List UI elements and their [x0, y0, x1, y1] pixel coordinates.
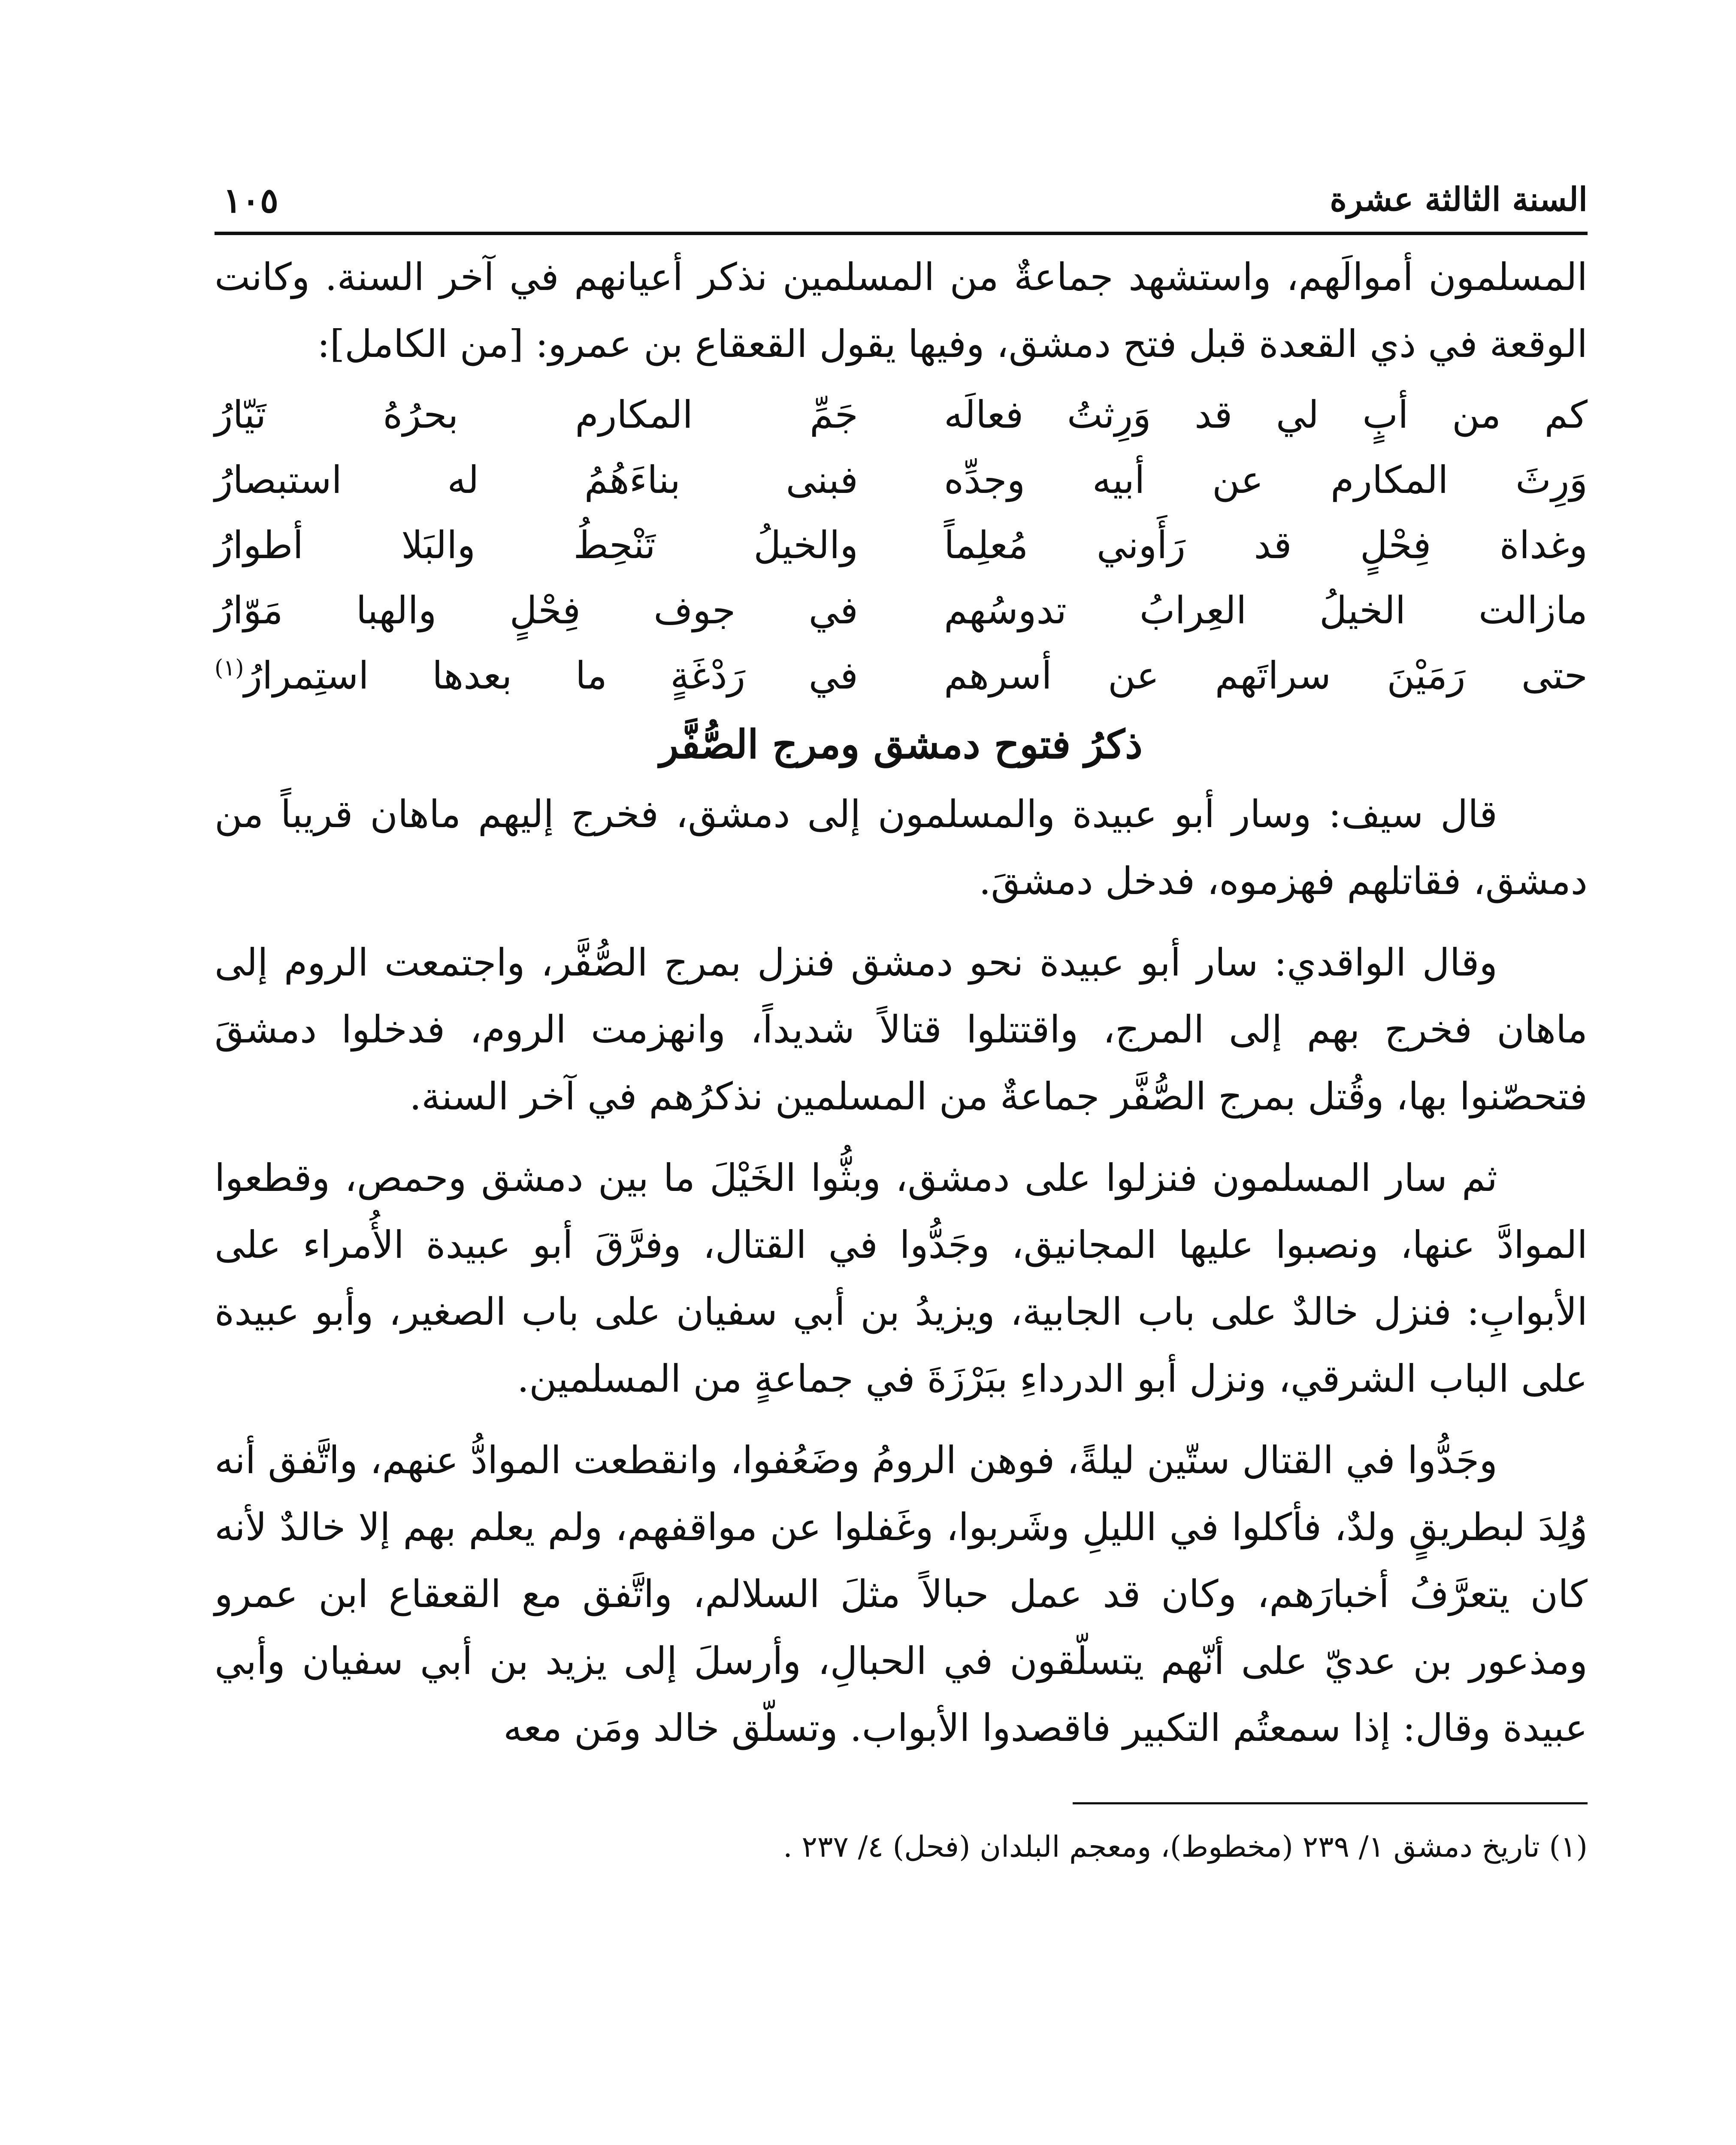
- footnote: (١) تاريخ دمشق ١/ ٢٣٩ (مخطوط)، ومعجم البلدان (فحل) ٤/ ٢٣٧ .: [783, 1830, 1588, 1864]
- poem-first-hemistich: كم من أبٍ لي قد وَرِثتُ فعالَه: [944, 392, 1588, 437]
- poem-first-hemistich: وغداة فِحْلٍ قد رَأَوني مُعلِماً: [944, 523, 1588, 567]
- poem-second-hemistich-text: في رَدْغَةٍ ما بعدها استِمرارُ: [244, 653, 858, 698]
- poem-second-hemistich: جَمِّ المكارم بحرُهُ تَيّارُ: [215, 392, 858, 437]
- paragraph: وجَدُّوا في القتال ستّين ليلةً، فوهن الرومُ وضَعُفوا، وانقطعت الموادُّ عنهم، واتَّفق أنه وُلِدَ لبطريقٍ ولدٌ، فأكلوا في الليلِ وشَربوا، وغَفلوا عن مواقفهم، ولم يعلم بهم إلا خالدٌ لأنه كان يتعرَّفُ أخبارَهم، وكان قد عمل حبالاً مثلَ السلالم، واتَّفق مع القعقاع ابن عمرو ومذعور بن عديّ على أنّهم يتسلّقون في الحبالِ، وأرسلَ إلى يزيد بن أبي سفيان وأبي عبيدة وقال: إذا سمعتُم التكبير فاقصدوا الأبواب. وتسلّق خالد ومَن معه: [215, 1438, 1588, 1750]
- poem-first-hemistich: وَرِثَ المكارم عن أبيه وجدِّه: [944, 457, 1588, 502]
- header-title: السنة الثالثة عشرة: [1330, 180, 1588, 218]
- poem-line: [215, 382, 1588, 447]
- poem-second-hemistich: والخيلُ تَنْحِطُ والبَلا أطوارُ: [215, 523, 858, 567]
- paragraph: قال سيف: وسار أبو عبيدة والمسلمون إلى دمشق، فخرج إليهم ماهان قريباً من دمشق، فقاتلهم فهزموه، فدخل دمشقَ.: [215, 792, 1588, 903]
- poem: [215, 382, 1588, 708]
- poem-second-hemistich: فبنى بناءَهُمُ له استبصارُ: [215, 457, 858, 502]
- poem-line: [215, 577, 1588, 643]
- poem-line: [215, 512, 1588, 577]
- poem-first-hemistich: حتى رَمَيْنَ سراتَهم عن أسرهم: [944, 653, 1588, 698]
- section-heading: ذكرُ فتوح دمشق ومرج الصُّفَّر: [659, 721, 1143, 767]
- poem-second-hemistich: في جوف فِحْلٍ والهبا مَوّارُ: [215, 588, 858, 632]
- page-number: ١٠٥: [223, 180, 278, 221]
- poem-first-hemistich: مازالت الخيلُ العِرابُ تدوسُهم: [944, 588, 1588, 632]
- paragraph: ثم سار المسلمون فنزلوا على دمشق، وبثُّوا الخَيْلَ ما بين دمشق وحمص، وقطعوا الموادَّ عنها، ونصبوا عليها المجانيق، وجَدُّوا في القتال، وفرَّقَ أبو عبيدة الأُمراء على الأبوابِ: فنزل خالدٌ على باب الجابية، ويزيدُ بن أبي سفيان على باب الصغير، وأبو عبيدة على الباب الشرقي، ونزل أبو الدرداءِ ببَرْزَةَ في جماعةٍ من المسلمين.: [215, 1156, 1588, 1401]
- poem-second-hemistich: [215, 653, 858, 698]
- poem-line: [215, 643, 1588, 708]
- intro-paragraph: المسلمون أموالَهم، واستشهد جماعةٌ من المسلمين نذكر أعيانهم في آخر السنة. وكانت الوقعة في ذي القعدة قبل فتح دمشق، وفيها يقول القعقاع بن عمرو: [من الكامل]:: [215, 255, 1588, 366]
- footnote-divider: [1073, 1802, 1588, 1804]
- poem-line: [215, 447, 1588, 512]
- running-header: [215, 163, 1588, 235]
- footnote-marker: (١): [215, 655, 244, 681]
- book-page: [215, 163, 1588, 2145]
- paragraph: وقال الواقدي: سار أبو عبيدة نحو دمشق فنزل بمرج الصُّفَّر، واجتمعت الروم إلى ماهان فخرج بهم إلى المرج، واقتتلوا قتالاً شديداً، وانهزمت الروم، فدخلوا دمشقَ فتحصّنوا بها، وقُتل بمرج الصُّفَّر جماعةٌ من المسلمين نذكرُهم في آخر السنة.: [215, 940, 1588, 1118]
